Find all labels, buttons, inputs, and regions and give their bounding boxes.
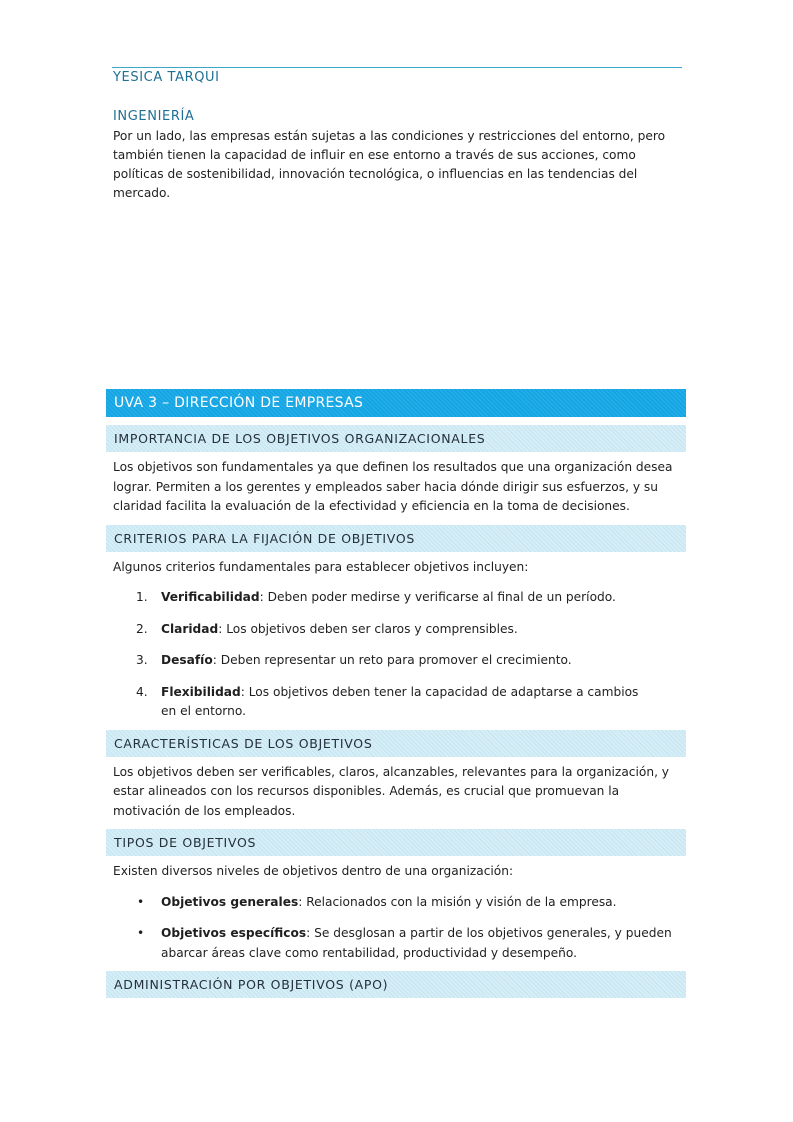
list-item (106, 651, 686, 671)
list-number: 2. (136, 621, 148, 636)
main-content (106, 389, 686, 998)
list-item (106, 893, 686, 913)
list-number: 3. (136, 653, 148, 667)
paragraph-criteria-intro: Algunos criterios fundamentales para establecer objetivos incluyen: (113, 559, 529, 574)
list-term: Objetivos específicos (161, 926, 307, 940)
list-item (106, 683, 686, 722)
list-number: 1. (136, 590, 148, 604)
heading-characteristics: CARACTERÍSTICAS DE LOS OBJETIVOS (106, 730, 686, 757)
heading-criteria: CRITERIOS PARA LA FIJACIÓN DE OBJETIVOS (106, 525, 686, 552)
department-label: INGENIERÍA (113, 109, 195, 124)
types-list (106, 893, 686, 964)
bullet-icon: • (137, 894, 145, 909)
list-term: Desafío (161, 653, 213, 667)
criteria-list (106, 588, 686, 722)
heading-importance: IMPORTANCIA DE LOS OBJETIVOS ORGANIZACIONALES (106, 425, 686, 452)
list-number: 4. (136, 684, 148, 699)
list-item (106, 588, 686, 608)
list-text: : Los objetivos deben ser claros y comprensibles. (218, 621, 518, 636)
list-term: Verificabilidad (161, 590, 260, 604)
list-term: Objetivos generales (161, 894, 299, 909)
paragraph-characteristics: Los objetivos deben ser verificables, claros, alcanzables, relevantes para la organización, y estar alineados con los recursos disponibles. Además, es crucial que promuevan la motivación de los empleados. (113, 764, 670, 818)
bullet-icon: • (137, 926, 145, 940)
list-item (106, 620, 686, 640)
list-term: Claridad (161, 621, 219, 636)
paragraph-types-intro: Existen diversos niveles de objetivos dentro de una organización: (113, 864, 514, 878)
intro-paragraph: Por un lado, las empresas están sujetas a las condiciones y restricciones del entorno, pero también tienen la capacidad de influir en ese entorno a través de sus acciones, como políticas de sostenibilidad, innovación tecnológica, o influencias en las tendencias del mercado. (113, 129, 666, 200)
heading-types: TIPOS DE OBJETIVOS (106, 829, 686, 856)
list-text: : Los objetivos deben tener la capacidad de adaptarse a cambios en el entorno. (161, 684, 639, 718)
list-text: : Deben representar un reto para promover el crecimiento. (212, 653, 572, 667)
paragraph-importance: Los objetivos son fundamentales ya que definen los resultados que una organización desea lograr. Permiten a los gerentes y empleados saber hacia dónde dirigir sus esfuerzos, y su claridad facilita la evaluación de la efectividad y eficiencia en la toma de decisiones. (113, 460, 673, 513)
author-name: YESICA TARQUI (113, 70, 220, 85)
header-rule (112, 67, 682, 68)
list-text: : Se desglosan a partir de los objetivos generales, y pueden abarcar áreas clave como rentabilidad, productividad y desempeño. (161, 926, 672, 960)
list-text: : Deben poder medirse y verificarse al final de un período. (259, 590, 616, 604)
section-title: UVA 3 – DIRECCIÓN DE EMPRESAS (106, 389, 686, 417)
heading-apo: ADMINISTRACIÓN POR OBJETIVOS (APO) (106, 971, 686, 998)
list-text: : Relacionados con la misión y visión de la empresa. (298, 894, 617, 909)
list-item (106, 924, 686, 963)
list-term: Flexibilidad (161, 684, 241, 699)
